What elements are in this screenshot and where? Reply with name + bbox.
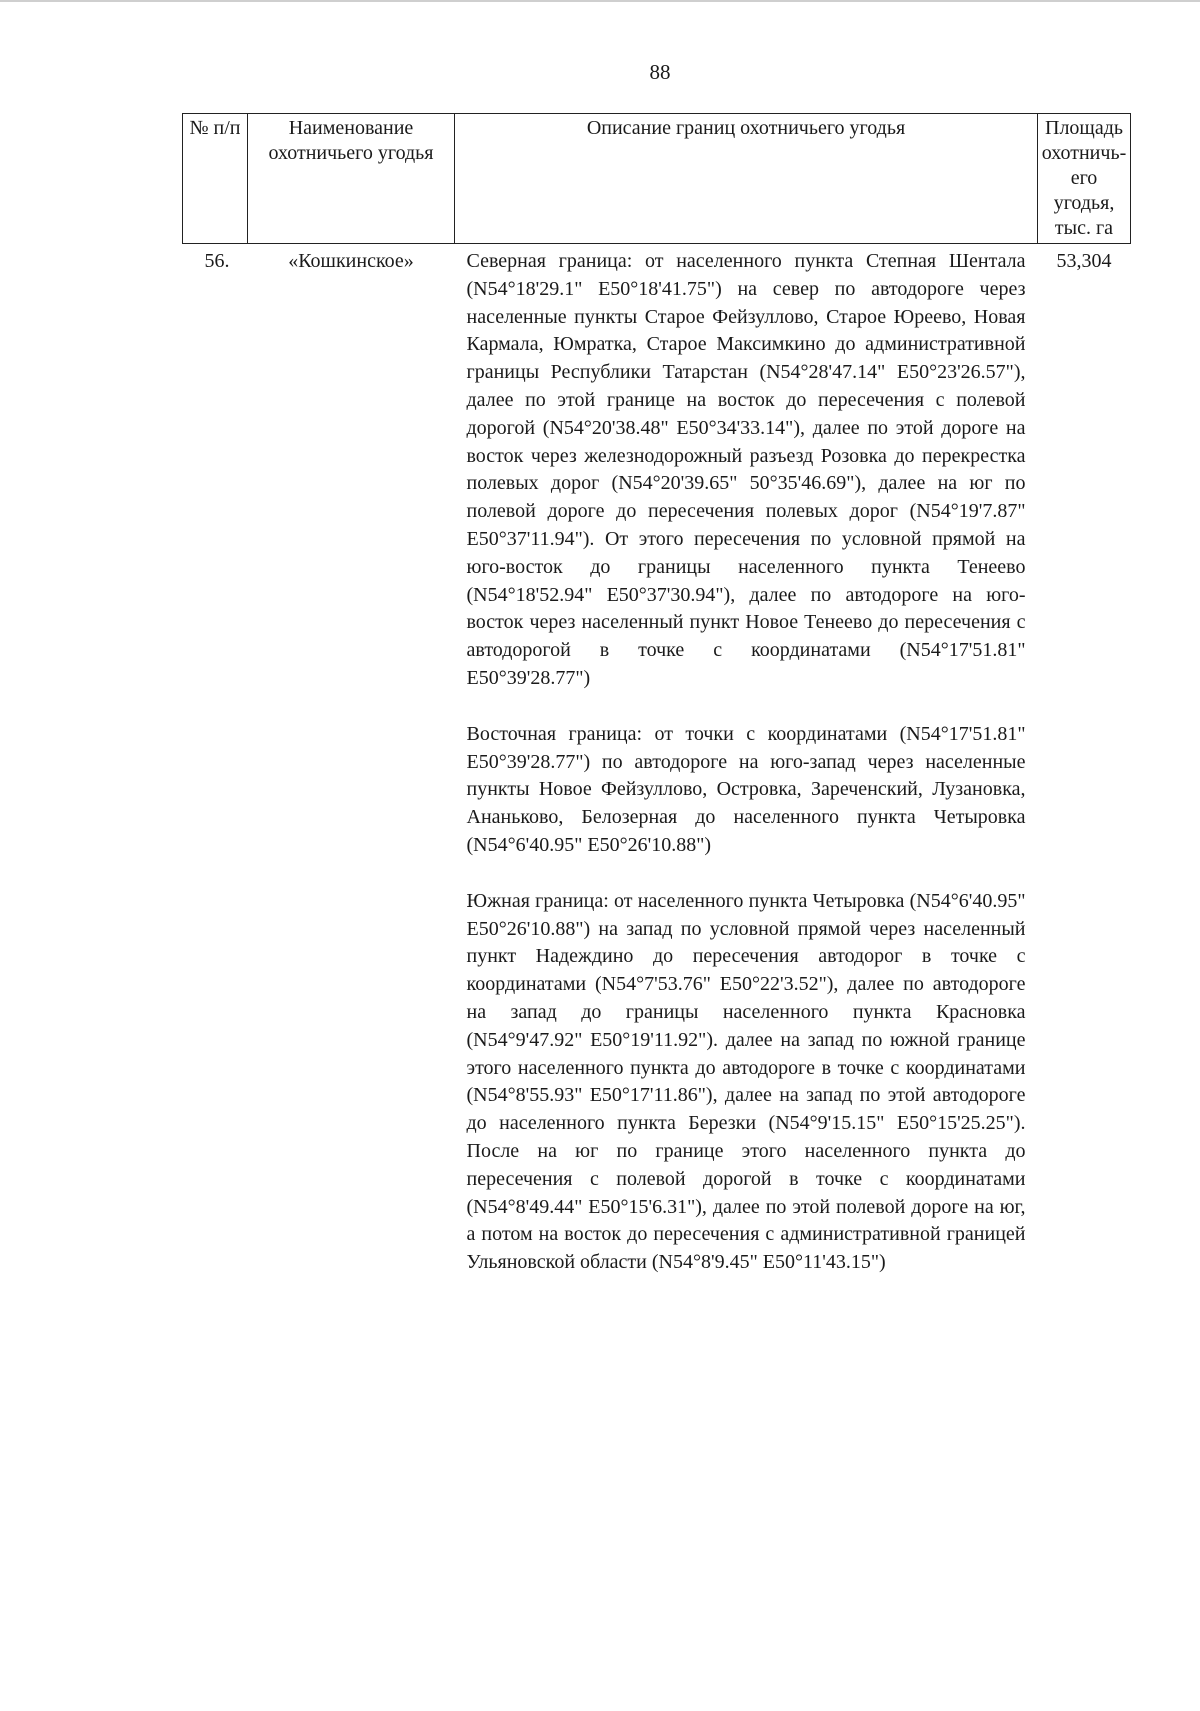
header-num: № п/п (183, 114, 248, 244)
table-row (183, 244, 1131, 1277)
hunting-grounds-table (182, 113, 1131, 1277)
row-area: 53,304 (1056, 250, 1112, 272)
east-boundary: Восточная граница: от точки с координатами (N54°17'51.81" E50°39'28.77") по автодороге на юго-запад через населенные пункты Новое Фейзуллово, Островка, Зареченский, Лузановка, Ананьково, Белозерная до населенного пункта Четыровка (N54°6'40.95" E50°26'10.88") (466, 722, 1026, 856)
north-boundary: Северная граница: от населенного пункта Степная Шентала (N54°18'29.1" E50°18'41.75") на север по автодороге через населенные пункты Старое Фейзуллово, Старое Юреево, Новая Кармала, Юмратка, Старое Максимкино до административной границы Республики Татарстан (N54°28'47.14" E50°23'26.57"), далее по этой границе на восток до пересечения с полевой дорогой (N54°20'38.48" E50°34'33.14"), далее по этой дороге на восток через железнодорожный разъезд Розовка до перекрестка полевых дорог (N54°20'39.65" 50°35'46.69"), далее на юг по полевой дороге до пересечения полевых дорог (N54°19'7.87" E50°37'11.94"). От этого пересечения по условной прямой на юго-восток до границы населенного пункта Тенеево (N54°18'52.94" E50°37'30.94"), далее по автодороге на юго-восток через населенный пункт Новое Тенеево до пересечения с автодорогой в точке с координатами (N54°17'51.81" E50°39'28.77") (466, 250, 1026, 689)
header-name: Наименование охотничьего угодья (248, 114, 455, 244)
row-description (455, 244, 1038, 1277)
scan-edge (0, 0, 1200, 2)
south-boundary: Южная граница: от населенного пункта Четыровка (N54°6'40.95" E50°26'10.88") на запад по условной прямой через населенный пункт Надеждино до пересечения автодорог в точке с координатами (N54°7'53.76" E50°22'3.52"), далее по автодороге на запад до границы населенного пункта Красновка (N54°9'47.92" E50°19'11.92"). далее на запад по южной границе этого населенного пункта до автодороге в точке с координатами (N54°8'55.93" E50°17'11.86"), далее на запад по этой автодороге до населенного пункта Березки (N54°9'15.15" E50°15'25.25"). После на юг по границе этого населенного пункта до пересечения с полевой дорогой в точке с координатами (N54°8'49.44" E50°15'6.31"), далее по этой полевой дороге на юг, а потом на восток до пересечения с административной границей Ульяновской области (N54°8'9.45" E50°11'43.15") (466, 889, 1026, 1274)
header-description: Описание границ охотничьего угодья (455, 114, 1038, 244)
table-header-row (183, 114, 1131, 244)
row-name: «Кошкинское» (288, 250, 414, 272)
page-number: 88 (649, 60, 671, 84)
row-num: 56. (204, 250, 230, 272)
header-area: Площадь охотничь-его угодья, тыс. га (1038, 114, 1131, 244)
